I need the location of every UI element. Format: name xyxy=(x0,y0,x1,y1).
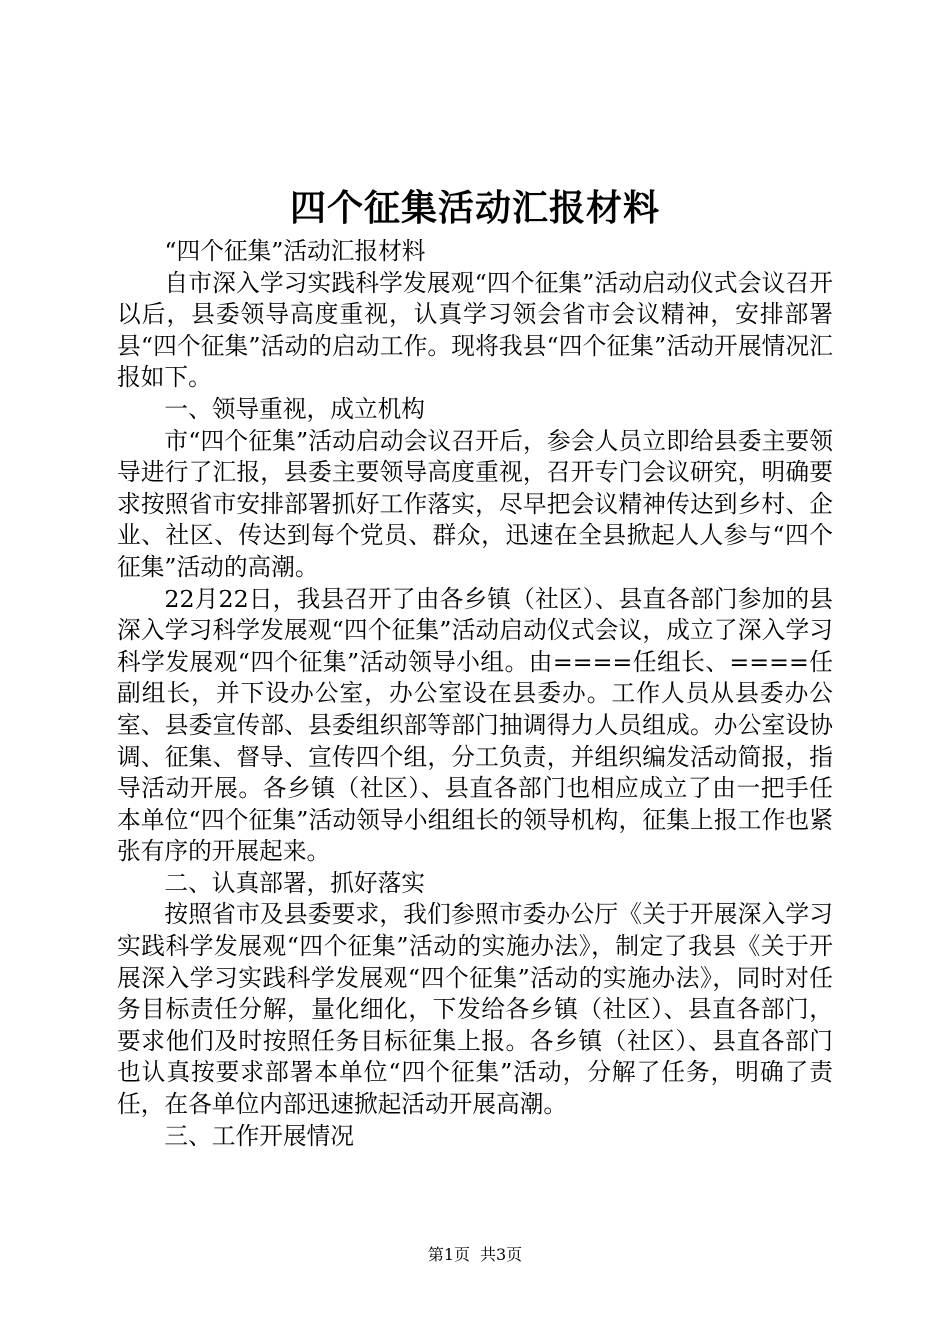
document-title: 四个征集活动汇报材料 xyxy=(289,187,660,229)
subtitle-paragraph: “四个征集”活动汇报材料 xyxy=(164,237,426,265)
section-2-paragraph-1: 按照省市及县委要求，我们参照市委办公厅《关于开展深入学习实践科学发展观“四个征集”活动的实施办法》，制定了我县《关于开展深入学习实践科学发展观“四个征集”活动的实施办法》，同时对任务目标责任分解，量化细化，下发给各乡镇（社区）、县直各部门，要求他们及时按照任务目标征集上报。各乡镇（社区）、县直各部门也认真按要求部署本单位“四个征集”活动，分解了任务，明确了责任，在各单位内部迅速掀起活动开展高潮。 xyxy=(117,900,833,1119)
section-heading-2: 二、认真部署，抓好落实 xyxy=(164,868,425,897)
section-1-paragraph-2: 22月22日，我县召开了由各乡镇（社区）、县直各部门参加的县深入学习科学发展观“四个征集”活动启动仪式会议，成立了深入学习科学发展观“四个征集”活动领导小组。由====任组长、====任副组长，并下设办公室，办公室设在县委办。工作人员从县委办公室、县委宣传部、县委组织部等部门抽调得力人员组成。办公室设协调、征集、督导、宣传四个组，分工负责，并组织编发活动简报，指导活动开展。各乡镇（社区）、县直各部门也相应成立了由一把手任本单位“四个征集”活动领导小组组长的领导机构，征集上报工作也紧张有序的开展起来。 xyxy=(117,584,833,866)
page-number: 第1页 xyxy=(427,1245,470,1264)
section-1-paragraph-1: 市“四个征集”活动启动会议召开后，参会人员立即给县委主要领导进行了汇报，县委主要领导高度重视，召开专门会议研究，明确要求按照省市安排部署抓好工作落实，尽早把会议精神传达到乡村、企业、社区、传达到每个党员、群众，迅速在全县掀起人人参与“四个征集”活动的高潮。 xyxy=(117,426,833,581)
page-total: 共3页 xyxy=(480,1245,523,1264)
page-footer xyxy=(0,1244,950,1266)
intro-paragraph: 自市深入学习实践科学发展观“四个征集”活动启动仪式会议召开以后，县委领导高度重视，认真学习领会省市会议精神，安排部署县“四个征集”活动的启动工作。现将我县“四个征集”活动开展情况汇报如下。 xyxy=(117,268,833,392)
document-body xyxy=(117,236,833,1152)
section-heading-3: 三、工作开展情况 xyxy=(164,1121,354,1150)
section-heading-1: 一、领导重视，成立机构 xyxy=(164,394,425,423)
